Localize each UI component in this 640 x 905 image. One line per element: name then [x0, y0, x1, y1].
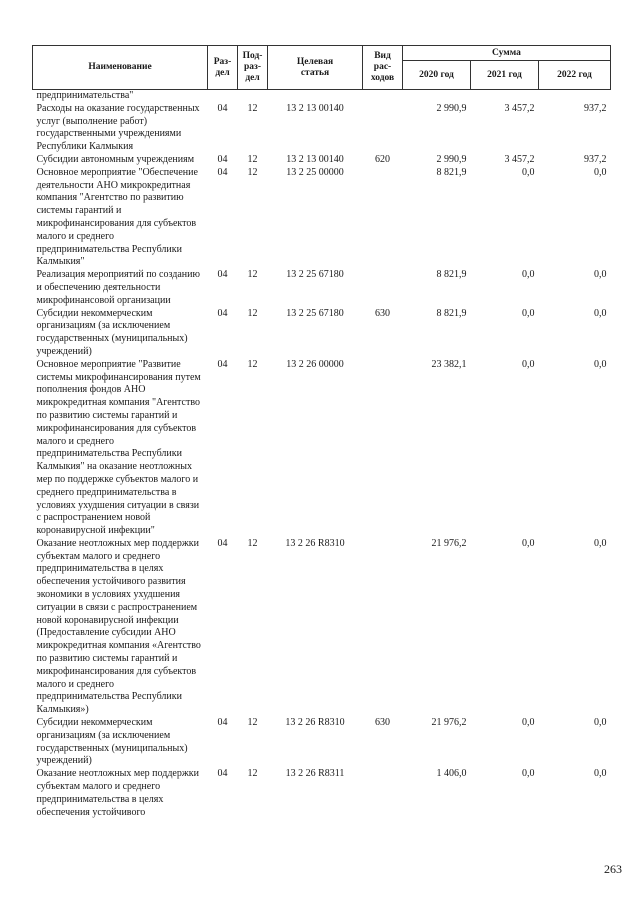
cell-y2021: 0,0: [522, 768, 535, 780]
cell-y2020: 1 406,0: [436, 768, 467, 780]
cell-y2020: 2 990,9: [436, 102, 467, 114]
cell-vid: [363, 538, 403, 717]
cell-name: предпринимательства": [36, 90, 134, 101]
cell-podrazdel: 12: [247, 307, 258, 319]
cell-y2020: 8 821,9: [436, 269, 467, 281]
budget-table: [32, 45, 611, 819]
cell-razdel: 04: [217, 269, 228, 281]
cell-name: Основное мероприятие "Развитие системы микрофинансирования путем пополнения фондов АНО микрокредитная компания "Агентство по развитию системы гарантий и микрофинансирования для субъектов малого и среднего предпринимательства Республики Калмыкия" на оказание неотложных мер по поддержке субъектов малого и среднего предпринимательства в условиях ухудшения ситуации в связи с распространением новой коронавирусной инфекции": [36, 358, 201, 537]
cell-razdel: 04: [217, 153, 228, 165]
page-number: 263: [604, 862, 622, 876]
cell-y2021: 0,0: [522, 269, 535, 281]
cell-y2020: 21 976,2: [431, 717, 467, 729]
header-name: Наименование: [33, 46, 208, 90]
cell-statya: [268, 90, 363, 103]
cell-razdel: 04: [217, 166, 228, 178]
cell-razdel: 04: [217, 102, 228, 114]
table-row: [33, 538, 611, 717]
header-vid: Вид рас- ходов: [363, 46, 403, 90]
cell-vid: 620: [375, 153, 390, 165]
cell-y2021: 0,0: [522, 358, 535, 370]
table-row: [33, 154, 611, 167]
cell-vid: [363, 103, 403, 154]
cell-razdel: 04: [217, 358, 228, 370]
cell-y2021: [471, 90, 539, 103]
cell-y2020: 2 990,9: [436, 153, 467, 165]
cell-y2021: 3 457,2: [504, 102, 535, 114]
header-year-2021: 2021 год: [471, 61, 539, 90]
cell-y2022: [539, 90, 611, 103]
cell-y2022: 0,0: [594, 768, 607, 780]
cell-y2022: 0,0: [594, 166, 607, 178]
cell-podrazdel: 12: [247, 166, 258, 178]
table-row: [33, 90, 611, 103]
cell-name: Оказание неотложных мер поддержки субъектам малого и среднего предпринимательства в целях обеспечения устойчивого развития экономики в условиях ухудшения ситуации в связи с распространением новой коронавирусной инфекции (Предоставление субсидии АНО микрокредитная компания «Агентство по развитию системы гарантий и микрофинансирования для субъектов малого и среднего предпринимательства Республики Калмыкия»): [36, 537, 201, 716]
cell-podrazdel: 12: [247, 358, 258, 370]
cell-y2021: 0,0: [522, 717, 535, 729]
cell-razdel: 04: [217, 537, 228, 549]
cell-podrazdel: 12: [247, 269, 258, 281]
cell-statya: 13 2 13 00140: [286, 153, 344, 165]
cell-y2020: 23 382,1: [431, 358, 467, 370]
table-row: [33, 103, 611, 154]
cell-statya: 13 2 13 00140: [286, 102, 344, 114]
cell-name: Субсидии автономным учреждениям: [36, 153, 195, 165]
header-year-2022: 2022 год: [539, 61, 611, 90]
table-row: [33, 269, 611, 307]
cell-podrazdel: 12: [247, 537, 258, 549]
cell-name: Субсидии некоммерческим организациям (за исключением государственных (муниципальных) учреждений): [36, 717, 188, 767]
cell-razdel: 04: [217, 768, 228, 780]
header-razdel: Раз- дел: [208, 46, 238, 90]
cell-y2022: 0,0: [594, 717, 607, 729]
table-row: [33, 167, 611, 269]
cell-y2021: 0,0: [522, 166, 535, 178]
cell-y2021: 3 457,2: [504, 153, 535, 165]
cell-podrazdel: 12: [247, 717, 258, 729]
table-row: [33, 717, 611, 768]
cell-statya: 13 2 26 R8310: [285, 537, 345, 549]
cell-razdel: 04: [217, 717, 228, 729]
cell-name: Субсидии некоммерческим организациям (за исключением государственных (муниципальных) учреждений): [36, 307, 188, 357]
table-row: [33, 308, 611, 359]
header-statya: Целевая статья: [268, 46, 363, 90]
cell-statya: 13 2 25 67180: [286, 307, 344, 319]
cell-vid: [363, 90, 403, 103]
cell-razdel: 04: [217, 307, 228, 319]
cell-y2020: 21 976,2: [431, 537, 467, 549]
cell-y2020: 8 821,9: [436, 166, 467, 178]
cell-name: Расходы на оказание государственных услуг (выполнение работ) государственными учреждениями Республики Калмыкия: [36, 102, 200, 153]
cell-y2020: [403, 90, 471, 103]
cell-statya: 13 2 25 67180: [286, 269, 344, 281]
cell-razdel: [208, 90, 238, 103]
table-header: [33, 46, 611, 90]
cell-y2020: 8 821,9: [436, 307, 467, 319]
cell-podrazdel: [238, 90, 268, 103]
cell-name: Оказание неотложных мер поддержки субъектам малого и среднего предпринимательства в целях обеспечения устойчивого: [36, 768, 199, 818]
cell-y2022: 0,0: [594, 358, 607, 370]
cell-vid: [363, 269, 403, 307]
cell-y2022: 937,2: [584, 153, 607, 165]
table-body: [33, 90, 611, 820]
cell-statya: 13 2 26 R8310: [285, 717, 345, 729]
cell-name: Основное мероприятие "Обеспечение деятельности АНО микрокредитная компания "Агентство по развитию системы гарантий и микрофинансирования для субъектов малого и среднего предпринимательства Республики Калмыкия": [36, 166, 198, 268]
cell-y2021: 0,0: [522, 307, 535, 319]
cell-y2022: 0,0: [594, 537, 607, 549]
header-summa: Сумма: [403, 46, 611, 61]
cell-vid: [363, 167, 403, 269]
cell-vid: [363, 359, 403, 538]
cell-podrazdel: 12: [247, 768, 258, 780]
cell-y2022: 0,0: [594, 269, 607, 281]
header-year-2020: 2020 год: [403, 61, 471, 90]
table-row: [33, 359, 611, 538]
table-row: [33, 768, 611, 819]
header-podrazdel: Под- раз- дел: [238, 46, 268, 90]
cell-statya: 13 2 26 R8311: [285, 768, 345, 780]
cell-y2022: 937,2: [584, 102, 607, 114]
cell-vid: 630: [375, 307, 390, 319]
cell-y2021: 0,0: [522, 537, 535, 549]
cell-podrazdel: 12: [247, 153, 258, 165]
cell-y2022: 0,0: [594, 307, 607, 319]
cell-name: Реализация мероприятий по созданию и обеспечению деятельности микрофинансовой организации: [36, 269, 200, 306]
cell-vid: [363, 768, 403, 819]
cell-statya: 13 2 26 00000: [286, 358, 344, 370]
cell-podrazdel: 12: [247, 102, 258, 114]
cell-vid: 630: [375, 717, 390, 729]
cell-statya: 13 2 25 00000: [286, 166, 344, 178]
